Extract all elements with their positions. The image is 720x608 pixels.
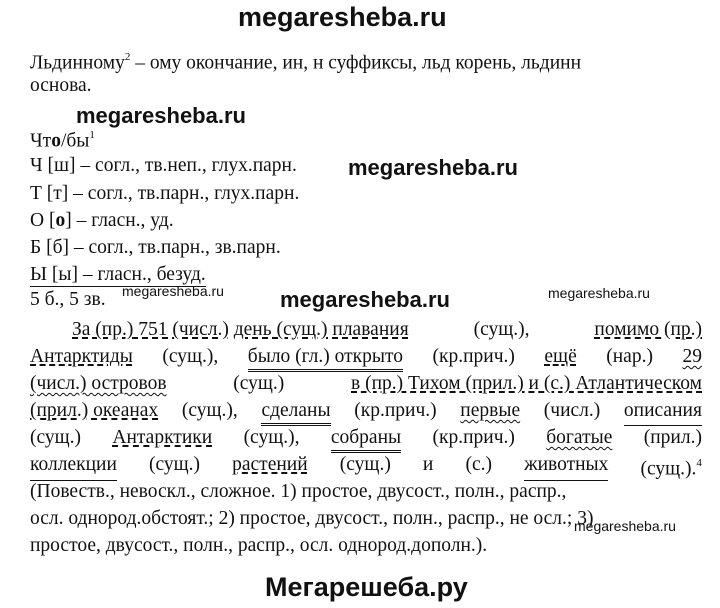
- phonetic-text: Ы [ы] – гласн., безуд.: [30, 264, 206, 285]
- phonetic-heading: [30, 125, 95, 153]
- sentence-words: (сущ.).: [640, 458, 697, 480]
- sentence-words: описания: [624, 399, 702, 426]
- sentence-row-9: простое, двусост., полн., распр., осл. однород.дополн.).: [30, 535, 488, 556]
- sentence-words: 29: [682, 346, 702, 367]
- sentence-words: богатые: [546, 427, 613, 448]
- site-watermark-top: megaresheba.ru: [238, 2, 447, 32]
- sentence-words: Антарктиды: [30, 346, 133, 367]
- sentence-words: (нар.): [606, 346, 653, 367]
- morpheme-line-1: [30, 47, 581, 75]
- sentence-row-1: [30, 318, 702, 341]
- phonetic-word-part: Чт: [30, 130, 52, 152]
- sentence-row-3: [30, 372, 702, 395]
- site-watermark: megaresheba.ru: [548, 285, 650, 301]
- sentence-words: растений: [232, 454, 308, 475]
- sentence-words: сделаны: [261, 399, 330, 426]
- morpheme-text: – ому окончание, ин, н суффиксы, льд корень, льдинн: [130, 52, 581, 74]
- sentence-words: (сущ.): [233, 373, 285, 394]
- sentence-words: [641, 453, 702, 481]
- site-watermark-bottom: Мегарешеба.ру: [265, 572, 468, 602]
- phonetic-text: ] – гласн., уд.: [65, 210, 174, 231]
- site-watermark: megaresheba.ru: [122, 283, 224, 299]
- sentence-words: ещё: [544, 346, 577, 367]
- stressed-letter: о: [51, 130, 61, 152]
- sentence-words: (прил.): [643, 427, 702, 448]
- sentence-row-4: [30, 399, 702, 426]
- task-index: 2: [124, 51, 131, 63]
- sentence-words: За (пр.) 751 (числ.) день (сущ.) плавания: [72, 319, 409, 340]
- sentence-words: (сущ.),: [162, 346, 219, 367]
- phonetic-line: Б [б] – согл., тв.парн., зв.парн.: [30, 237, 281, 258]
- sentence-words: (сущ.): [148, 454, 201, 475]
- sentence-words: было (гл.) открыто: [248, 345, 403, 372]
- sentence-words: помимо (пр.): [594, 319, 702, 340]
- stressed-letter: о: [55, 210, 66, 231]
- morpheme-text-end: основа.: [30, 75, 92, 96]
- site-watermark: megaresheba.ru: [280, 287, 450, 312]
- phonetic-summary: 5 б., 5 зв.: [30, 289, 106, 310]
- sentence-words: в (пр.) Тихом (прил.) и (с.) Атлантическом: [351, 373, 702, 394]
- phonetic-line: Т [т] – согл., тв.парн., глух.парн.: [30, 183, 300, 204]
- sentence-words: (кр.прич.): [432, 346, 515, 367]
- sentence-words: (кр.прич.): [432, 427, 515, 448]
- site-watermark: megaresheba.ru: [574, 518, 676, 534]
- sentence-row-2: [30, 345, 702, 372]
- sentence-words: и: [422, 454, 434, 475]
- sentence-row-5: [30, 426, 702, 453]
- task-index: 4: [696, 457, 702, 469]
- morpheme-word: Льдинному: [30, 52, 125, 74]
- sentence-words: (прил.) океанах: [30, 400, 159, 421]
- sentence-words: первые: [460, 400, 521, 421]
- sentence-words: Антарктики: [112, 427, 213, 448]
- sentence-words: животных: [524, 453, 608, 481]
- sentence-words: (кр.прич.): [354, 400, 437, 421]
- sentence-words: (числ.): [543, 400, 601, 421]
- morpheme-line-2: [30, 74, 92, 97]
- sentence-words: (числ.) островов: [30, 373, 167, 394]
- site-watermark: megaresheba.ru: [76, 103, 246, 128]
- sentence-words: (сущ.),: [473, 319, 530, 340]
- sentence-row-8: осл. однород.обстоят.; 2) простое, двусост., полн., распр., не осл.; 3): [30, 508, 594, 529]
- phonetic-word-part: /бы: [60, 130, 90, 152]
- sentence-row-6: [30, 453, 702, 481]
- sentence-row-7: (Повеств., невоскл., сложное. 1) простое, двусост., полн., распр.,: [30, 481, 567, 502]
- sentence-words: (сущ.),: [181, 400, 238, 421]
- sentence-words: (сущ.): [30, 427, 82, 448]
- sentence-words: коллекции: [30, 453, 117, 481]
- phonetic-line: [30, 209, 174, 232]
- phonetic-text: О [: [30, 210, 56, 231]
- sentence-words: собраны: [331, 426, 401, 453]
- site-watermark: megaresheba.ru: [348, 155, 518, 180]
- sentence-words: (с.): [465, 454, 492, 475]
- sentence-words: (сущ.),: [243, 427, 300, 448]
- task-index: 1: [89, 129, 95, 141]
- sentence-words: (сущ.): [339, 454, 391, 475]
- phonetic-line: Ч [ш] – согл., тв.неп., глух.парн.: [30, 155, 297, 176]
